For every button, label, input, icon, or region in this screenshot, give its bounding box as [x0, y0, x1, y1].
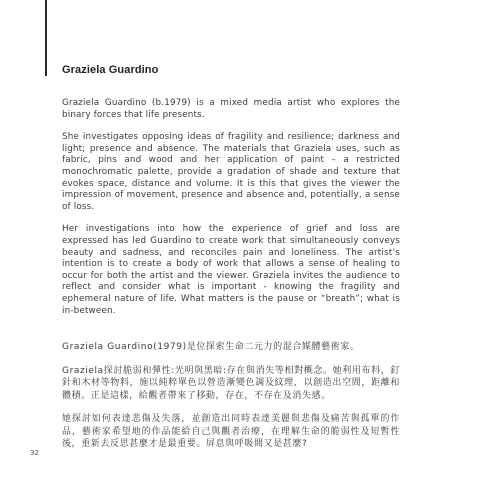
bio-paragraph-en-1: Graziela Guardino (b.1979) is a mixed media artist who explores the binary forces that life presents.	[62, 98, 400, 120]
bio-paragraph-en-3: Her investigations into how the experience of grief and loss are expressed has led Guardino to create work that simultaneously conveys beauty and sadness, and reconciles pain and loneliness. The artist’s intention is to create a body of work that allows a sense of healing to occur for both the artist and the viewer. Graziela invites the audience to reflect and consider what is important - knowing the fragility and ephemeral nature of life. What matters is the pause or “breath”; what is in-between.	[62, 224, 400, 316]
page-number: 32	[30, 449, 39, 457]
artist-biography	[62, 98, 400, 451]
vertical-rule	[45, 0, 47, 76]
bio-paragraph-zh-3: 她探討如何表達悲傷及失落，並創造出同時表達美麗與悲傷及痛苦與孤單的作品，藝術家希望地的作品能給自己與觀者治療，在理解生命的脆弱性及短暫性後，重新去反思甚麼才是最重要。屏息與呼吸間又是甚麼?	[62, 414, 400, 450]
bio-paragraph-zh-2: Graziela探討脆弱和彈性:光明與黑暗:存在與消失等相對概念。她利用布料，釘針和木材等物料，施以純粹單色以營造漸變色調及紋理，以創造出空間，距離和體積。正是這樣，給觀者帶來了移動，存在，不存在及消失感。	[62, 365, 400, 401]
bio-paragraph-zh-1: Graziela Guardino(1979)是位探索生命二元力的混合媒體藝術家。	[62, 342, 360, 353]
artist-name-heading: Graziela Guardino	[62, 64, 159, 76]
bio-paragraph-en-2: She investigates opposing ideas of fragility and resilience; darkness and light; presence and absence. The materials that Graziela uses, such as fabric, pins and wood and her application of paint – a restricted monochromatic palette, provide a gradation of shade and texture that evokes space, distance and volume. It is this that gives the viewer the impression of movement, presence and absence and, potentially, a sense of loss.	[62, 132, 400, 212]
